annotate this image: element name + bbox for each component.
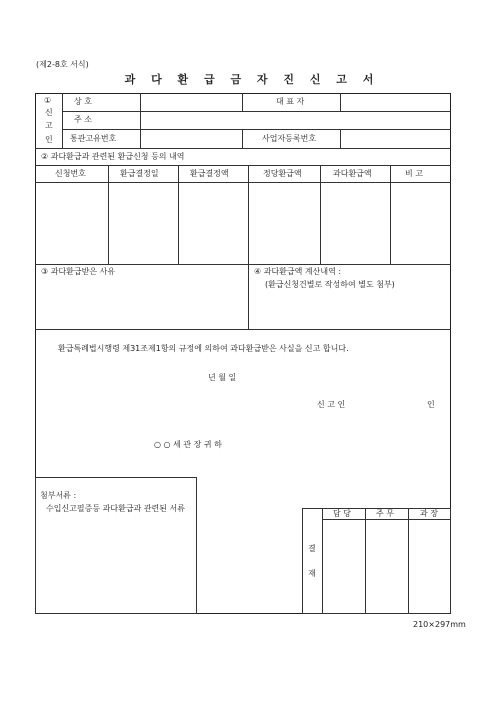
section2-col-line (248, 165, 249, 264)
address-field[interactable] (141, 112, 449, 128)
section1-label-char: 인 (45, 135, 53, 144)
declaration-statement: 환급특례법시행령 제31조제1항의 규정에 의하여 과다환급받은 사실을 신고 합니다. (58, 344, 349, 353)
seal-mark: 인 (427, 400, 435, 409)
customs-id-label: 통관고유번호 (70, 134, 117, 143)
approval-col-line (322, 508, 323, 614)
approval-column-header: 담 당 (333, 509, 351, 518)
approval-label-char: 결 (308, 544, 316, 553)
section2-header-line (35, 165, 451, 166)
section3-col-line (248, 264, 249, 329)
approval-header-line (322, 519, 451, 520)
approval-column-header: 주 무 (376, 509, 394, 518)
section1-label-divider (62, 93, 63, 148)
approval-box (302, 508, 451, 614)
section2-header: ② 과다환급과 관련된 환급신청 등의 내역 (41, 152, 185, 161)
column-header: 신청번호 (55, 169, 86, 178)
attachments-item: 수입신고필증등 과다환급과 관련된 서류 (46, 504, 186, 513)
addressee: ○ ○ 세 관 장 귀 하 (154, 440, 222, 449)
column-header: 환급결정일 (120, 169, 159, 178)
customs-id-field[interactable] (141, 130, 241, 147)
calculation-field[interactable] (250, 294, 448, 326)
section2-col-line (320, 165, 321, 264)
column-header: 과다환급액 (333, 169, 372, 178)
date-line: 년 월 일 (208, 373, 237, 382)
section-divider (35, 329, 451, 330)
paper-size: 210×297mm (413, 620, 466, 629)
business-name-label: 상 호 (74, 97, 92, 106)
reporter-label: 신 고 인 (317, 400, 346, 409)
section2-colhead-line (35, 182, 451, 183)
column-header: 정당환급액 (263, 169, 302, 178)
section-divider (35, 148, 451, 149)
attachments-label: 첨부서류 : (40, 491, 77, 500)
business-reg-label: 사업자등록번호 (262, 134, 317, 143)
page-title: 과 다 환 급 금 자 진 신 고 서 (124, 73, 380, 86)
section1-label-char: 고 (45, 121, 53, 130)
representative-label: 대 표 자 (276, 97, 305, 106)
business-name-field[interactable] (141, 94, 241, 110)
reason-field[interactable] (37, 280, 245, 326)
form-number: (제2-8호 서식) (36, 60, 89, 69)
section2-col-line (108, 165, 109, 264)
calculation-note: (환급신청건별로 작성하여 별도 첨부) (265, 280, 395, 289)
section1-col-line (242, 93, 243, 111)
reason-header: ③ 과다환급받은 사유 (41, 267, 116, 276)
section-divider (35, 264, 451, 265)
column-header: 환급결정액 (190, 169, 229, 178)
approval-col-line (408, 508, 409, 614)
address-label: 주 소 (74, 115, 92, 124)
column-header: 비 고 (405, 169, 423, 178)
approval-label-char: 재 (308, 569, 316, 578)
section1-number: ① (44, 96, 52, 105)
representative-field[interactable] (341, 94, 449, 110)
approval-column-header: 과 장 (420, 509, 438, 518)
section2-col-line (390, 165, 391, 264)
business-reg-field[interactable] (341, 130, 449, 147)
section1-label-char: 신 (45, 108, 53, 117)
section1-col-line (242, 129, 243, 148)
section2-col-line (178, 165, 179, 264)
calculation-header: ④ 과다환급액 계산내역 : (254, 267, 342, 276)
approval-col-line (365, 508, 366, 614)
